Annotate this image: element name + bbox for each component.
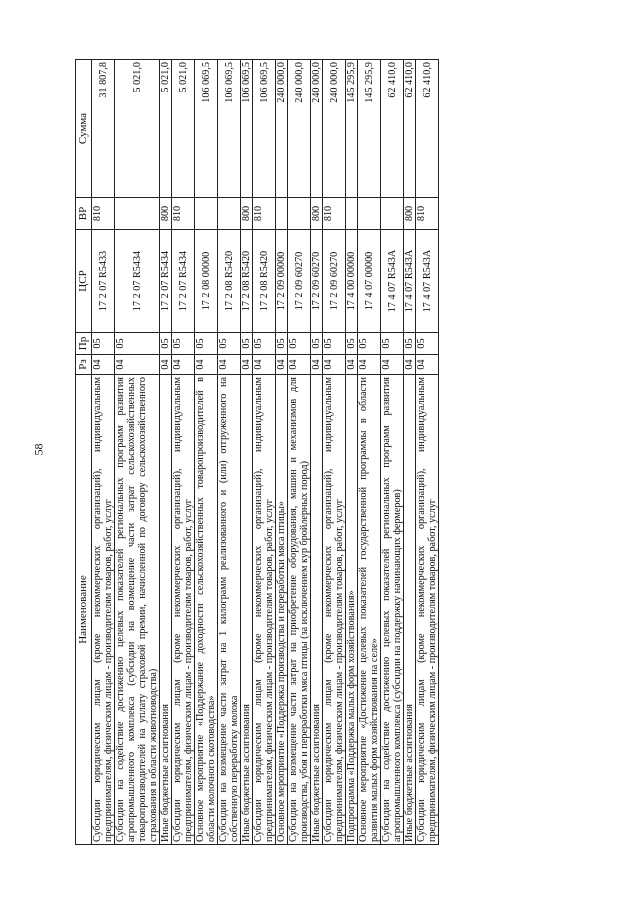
cell-name: Субсидии на возмещение части затрат на 1 килограмм реализованного и (или) отгруженного на собственную переработку молока bbox=[218, 375, 241, 845]
cell-csr: 17 2 09 60270 bbox=[288, 230, 311, 333]
cell-sum: 5 021,0 bbox=[115, 60, 160, 198]
cell-vr: 810 bbox=[92, 198, 115, 230]
cell-rz: 04 bbox=[160, 355, 172, 375]
cell-name: Основное мероприятие «Поддержание доходности сельскохозяйственных товаропроизводителей в области молочного скотоводства» bbox=[195, 375, 218, 845]
page-number: 58 bbox=[31, 443, 46, 456]
cell-csr: 17 4 00 00000 bbox=[346, 230, 358, 333]
cell-rz: 04 bbox=[404, 355, 416, 375]
cell-pr: 05 bbox=[195, 333, 218, 355]
cell-csr: 17 4 07 R543A bbox=[381, 230, 404, 333]
cell-sum: 145 295,9 bbox=[358, 60, 381, 198]
cell-rz: 04 bbox=[218, 355, 241, 375]
cell-sum: 5 021,0 bbox=[172, 60, 195, 198]
cell-name: Субсидии юридическим лицам (кроме некоммерческих организаций), индивидуальным предпринимателям, физическим лицам - производителям товаров, работ, услуг bbox=[172, 375, 195, 845]
table-row bbox=[195, 60, 218, 845]
cell-name: Субсидии на содействие достижению целевых показателей региональных программ развития агропромышленного комплекса (субсидии на поддержку начинающих фермеров) bbox=[381, 375, 404, 845]
cell-name: Иные бюджетные ассигнования bbox=[404, 375, 416, 845]
cell-vr bbox=[381, 198, 404, 230]
table-row bbox=[172, 60, 195, 845]
cell-csr: 17 4 07 R543A bbox=[416, 230, 439, 333]
cell-rz: 04 bbox=[323, 355, 346, 375]
cell-sum: 240 000,0 bbox=[288, 60, 311, 198]
table-row bbox=[241, 60, 253, 845]
cell-pr: 05 bbox=[253, 333, 276, 355]
cell-csr: 17 2 07 R5434 bbox=[172, 230, 195, 333]
header-vr: ВР bbox=[76, 198, 92, 230]
cell-vr: 800 bbox=[160, 198, 172, 230]
cell-sum: 106 069,5 bbox=[218, 60, 241, 198]
table-row bbox=[381, 60, 404, 845]
cell-pr: 05 bbox=[381, 333, 404, 355]
cell-vr bbox=[288, 198, 311, 230]
cell-name: Субсидии юридическим лицам (кроме некоммерческих организаций), индивидуальным предпринимателям, физическим лицам - производителям товаров, работ, услуг bbox=[92, 375, 115, 845]
cell-csr: 17 4 07 R543A bbox=[404, 230, 416, 333]
cell-name: Субсидии юридическим лицам (кроме некоммерческих организаций), индивидуальным предпринимателям, физическим лицам - производителям товаров, работ, услуг bbox=[253, 375, 276, 845]
cell-sum: 240 000,0 bbox=[323, 60, 346, 198]
cell-vr: 810 bbox=[253, 198, 276, 230]
cell-sum: 106 069,5 bbox=[241, 60, 253, 198]
cell-rz: 04 bbox=[346, 355, 358, 375]
cell-pr: 05 bbox=[288, 333, 311, 355]
table-row bbox=[416, 60, 439, 845]
cell-name: Иные бюджетные ассигнования bbox=[160, 375, 172, 845]
cell-name: Иные бюджетные ассигнования bbox=[311, 375, 323, 845]
cell-rz: 04 bbox=[172, 355, 195, 375]
cell-rz: 04 bbox=[195, 355, 218, 375]
cell-rz: 04 bbox=[311, 355, 323, 375]
table-row bbox=[311, 60, 323, 845]
cell-name: Иные бюджетные ассигнования bbox=[241, 375, 253, 845]
cell-name: Основное мероприятие «Поддержка производства и переработки мяса птицы» bbox=[276, 375, 288, 845]
cell-vr: 810 bbox=[172, 198, 195, 230]
cell-vr bbox=[115, 198, 160, 230]
cell-name: Основное мероприятие «Достижение целевых показателей государственной программы в области развития малых форм хозяйствования на селе» bbox=[358, 375, 381, 845]
cell-vr: 800 bbox=[311, 198, 323, 230]
cell-sum: 31 807,8 bbox=[92, 60, 115, 198]
cell-sum: 5 021,0 bbox=[160, 60, 172, 198]
cell-vr bbox=[195, 198, 218, 230]
cell-rz: 04 bbox=[358, 355, 381, 375]
table-row bbox=[358, 60, 381, 845]
header-name: Наименование bbox=[76, 375, 92, 845]
header-rz: Рз bbox=[76, 355, 92, 375]
cell-pr: 05 bbox=[160, 333, 172, 355]
cell-pr: 05 bbox=[172, 333, 195, 355]
cell-rz: 04 bbox=[416, 355, 439, 375]
table-row bbox=[253, 60, 276, 845]
cell-name: Субсидии юридическим лицам (кроме некоммерческих организаций), индивидуальным предпринимателям, физическим лицам - производителям товаров, работ, услуг bbox=[323, 375, 346, 845]
cell-csr: 17 2 08 R5420 bbox=[253, 230, 276, 333]
cell-vr bbox=[346, 198, 358, 230]
cell-csr: 17 4 07 00000 bbox=[358, 230, 381, 333]
table-row bbox=[276, 60, 288, 845]
cell-csr: 17 2 09 60270 bbox=[323, 230, 346, 333]
cell-pr: 05 bbox=[404, 333, 416, 355]
table-row bbox=[346, 60, 358, 845]
cell-pr: 05 bbox=[276, 333, 288, 355]
table-row bbox=[288, 60, 311, 845]
cell-sum: 62 410,0 bbox=[404, 60, 416, 198]
cell-name: Субсидии на возмещение части затрат на приобретение оборудования, машин и механизмов для производства, убоя и переработки мяса птицы (за исключением кур бройлерных пород) bbox=[288, 375, 311, 845]
cell-vr bbox=[276, 198, 288, 230]
cell-pr: 05 bbox=[241, 333, 253, 355]
cell-vr bbox=[358, 198, 381, 230]
table-row bbox=[323, 60, 346, 845]
cell-pr: 05 bbox=[92, 333, 115, 355]
cell-csr: 17 2 07 R5434 bbox=[115, 230, 160, 333]
cell-pr: 05 bbox=[218, 333, 241, 355]
cell-vr: 800 bbox=[241, 198, 253, 230]
cell-csr: 17 2 07 R5434 bbox=[160, 230, 172, 333]
header-sum: Сумма bbox=[76, 60, 92, 198]
table-row bbox=[115, 60, 160, 845]
table-row bbox=[92, 60, 115, 845]
cell-pr: 05 bbox=[346, 333, 358, 355]
cell-rz: 04 bbox=[288, 355, 311, 375]
cell-vr: 810 bbox=[416, 198, 439, 230]
rotated-table-container bbox=[75, 60, 580, 845]
cell-vr bbox=[218, 198, 241, 230]
cell-rz: 04 bbox=[276, 355, 288, 375]
cell-pr: 05 bbox=[358, 333, 381, 355]
cell-rz: 04 bbox=[381, 355, 404, 375]
cell-sum: 106 069,5 bbox=[195, 60, 218, 198]
cell-name: Субсидии на содействие достижению целевых показателей региональных программ развития агропромышленного комплекса (субсидии на возмещение части затрат сельскохозяйственных товаропроизводителей на уплату страховой премии, начисленной по договору сельскохозяйственного страхования в области животноводства) bbox=[115, 375, 160, 845]
cell-sum: 62 410,0 bbox=[381, 60, 404, 198]
cell-vr: 800 bbox=[404, 198, 416, 230]
cell-sum: 145 295,9 bbox=[346, 60, 358, 198]
cell-pr: 05 bbox=[311, 333, 323, 355]
cell-vr: 810 bbox=[323, 198, 346, 230]
cell-rz: 04 bbox=[241, 355, 253, 375]
table-row bbox=[160, 60, 172, 845]
cell-rz: 04 bbox=[92, 355, 115, 375]
cell-csr: 17 2 09 00000 bbox=[276, 230, 288, 333]
cell-csr: 17 2 08 R5420 bbox=[241, 230, 253, 333]
cell-csr: 17 2 08 00000 bbox=[195, 230, 218, 333]
cell-sum: 240 000,0 bbox=[311, 60, 323, 198]
cell-sum: 106 069,5 bbox=[253, 60, 276, 198]
header-csr: ЦСР bbox=[76, 230, 92, 333]
cell-csr: 17 2 07 R5433 bbox=[92, 230, 115, 333]
cell-sum: 62 410,0 bbox=[416, 60, 439, 198]
cell-rz: 04 bbox=[253, 355, 276, 375]
cell-rz: 04 bbox=[115, 355, 160, 375]
header-pr: Пр bbox=[76, 333, 92, 355]
table-header-row bbox=[76, 60, 92, 845]
cell-sum: 240 000,0 bbox=[276, 60, 288, 198]
cell-name: Подпрограмма «Поддержка малых форм хозяйствования» bbox=[346, 375, 358, 845]
cell-name: Субсидии юридическим лицам (кроме некоммерческих организаций), индивидуальным предпринимателям, физическим лицам - производителям товаров, работ, услуг bbox=[416, 375, 439, 845]
cell-pr: 05 bbox=[416, 333, 439, 355]
table-row bbox=[218, 60, 241, 845]
table-row bbox=[404, 60, 416, 845]
cell-csr: 17 2 09 60270 bbox=[311, 230, 323, 333]
budget-table bbox=[75, 59, 439, 845]
cell-csr: 17 2 08 R5420 bbox=[218, 230, 241, 333]
cell-pr: 05 bbox=[115, 333, 160, 355]
cell-pr: 05 bbox=[323, 333, 346, 355]
